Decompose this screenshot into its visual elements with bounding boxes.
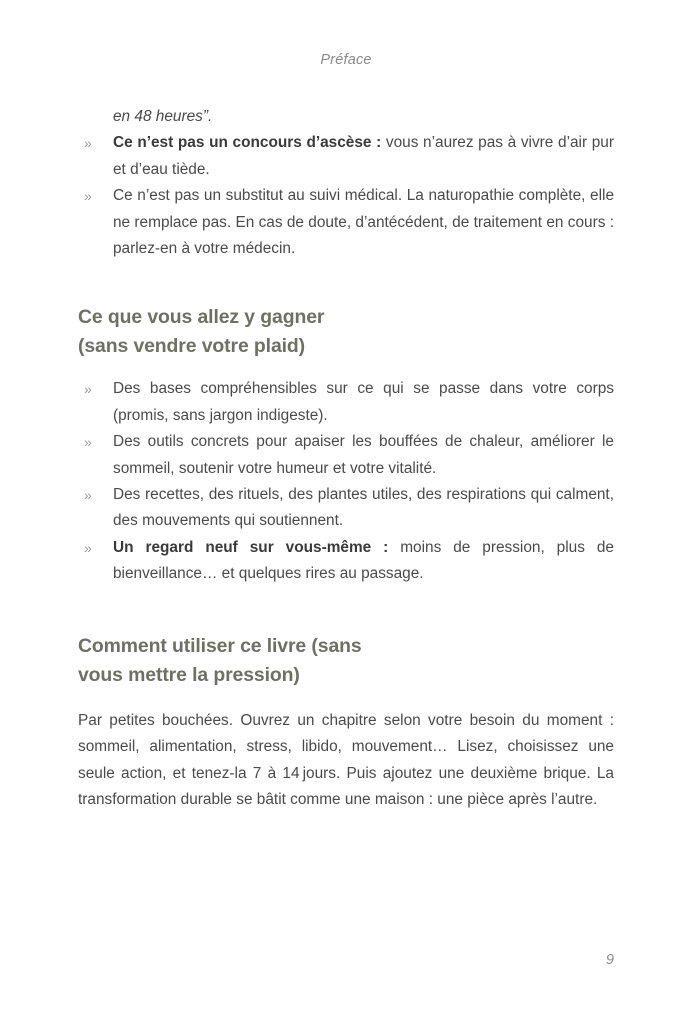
spacer	[78, 262, 614, 303]
list-item	[78, 482, 614, 535]
text-column	[78, 104, 614, 813]
list-item	[78, 376, 614, 429]
list-item-text: moins de pression, plus de bienveillance… et quelques rires au passage.	[113, 538, 614, 583]
heading-line-2: (sans vendre votre plaid)	[78, 335, 306, 358]
bullet-list-top	[78, 130, 614, 262]
list-item-text: Ce n’est pas un substitut au suivi médical. La naturopathie complète, elle ne remplace pas. En cas de doute, d’antécédent, de traitement en cours : parlez-en à votre médecin.	[113, 187, 614, 258]
list-item	[78, 535, 614, 588]
section-heading-howto	[78, 632, 614, 690]
list-item	[78, 130, 614, 183]
list-item-text: Des recettes, des rituels, des plantes utiles, des respirations qui calment, des mouvements qui soutiennent.	[113, 486, 614, 530]
page-number: 9	[605, 952, 614, 968]
list-item-text: vous n’aurez pas à vivre d’air pur et d’eau tiède.	[113, 134, 614, 178]
heading-line-1: Comment utiliser ce livre (sans	[78, 634, 362, 657]
spacer	[78, 690, 614, 708]
spacer	[78, 588, 614, 632]
heading-line-2: vous mettre la pression)	[78, 663, 300, 686]
bullet-marker-icon: »	[84, 434, 92, 451]
section-paragraph-howto: Par petites bouchées. Ouvrez un chapitre selon votre besoin du moment : sommeil, alimentation, stress, libido, mouvement… Lisez, choisissez une seule action, et tenez-la 7 à 14 jours. Puis ajoutez une deuxième brique. La transformation durable se bâtit comme une maison : une pièce après l’autre.	[78, 711, 614, 808]
spacer	[78, 361, 614, 376]
list-item	[78, 183, 614, 262]
bullet-marker-icon: »	[84, 539, 92, 556]
list-item-lead-in: Un regard neuf sur vous-même :	[113, 538, 389, 556]
list-item-lead-in: Ce n’est pas un concours d’ascèse :	[113, 134, 382, 152]
bullet-list-gain	[78, 376, 614, 587]
heading-line-1: Ce que vous allez y gagner	[78, 306, 325, 329]
bullet-marker-icon: »	[84, 135, 92, 152]
section-heading-gain	[78, 303, 614, 361]
bullet-marker-icon: »	[84, 381, 92, 398]
bullet-marker-icon: »	[84, 487, 92, 504]
list-item	[78, 429, 614, 482]
continuation-line: en 48 heures”.	[113, 108, 213, 125]
list-item-text: Des outils concrets pour apaiser les bouffées de chaleur, améliorer le sommeil, soutenir votre humeur et votre vitalité.	[113, 433, 614, 477]
bullet-marker-icon: »	[84, 188, 92, 205]
running-head: Préface	[320, 52, 372, 68]
list-item-text: Des bases compréhensibles sur ce qui se passe dans votre corps (promis, sans jargon indigeste).	[113, 380, 614, 424]
